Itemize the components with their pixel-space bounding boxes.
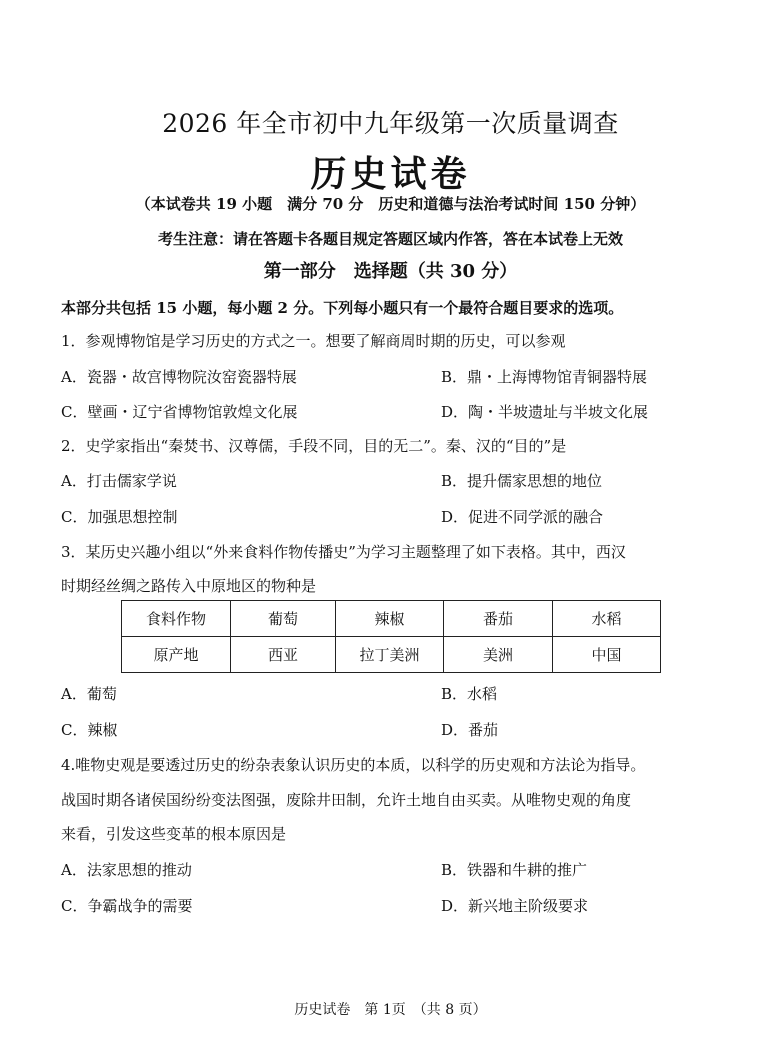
question-3-option-a: A．葡萄 [61,685,117,703]
crop-origin-table [121,600,661,673]
question-2-option-c: C．加强思想控制 [61,508,178,526]
table-cell: 原产地 [122,637,231,673]
exam-info: （本试卷共 19 小题 满分 70 分 历史和道德与法治考试时间 150 分钟） [135,195,646,213]
question-4-stem-line-3: 来看，引发这些变革的根本原因是 [61,825,287,843]
question-3-option-c: C．辣椒 [61,721,118,739]
question-3-stem-line-1: 3．某历史兴趣小组以“外来食料作物传播史”为学习主题整理了如下表格。其中，西汉 [61,543,626,561]
table-cell: 辣椒 [336,601,444,637]
section-title: 第一部分 选择题（共 30 分） [263,261,518,282]
question-3-option-d: D．番茄 [441,721,499,739]
table-row [122,637,661,673]
question-4-stem-line-2: 战国时期各诸侯国纷纷变法图强，废除井田制，允许土地自由买卖。从唯物史观的角度 [61,791,632,809]
question-2-option-d: D．促进不同学派的融合 [441,508,604,526]
question-1-option-c: C．壁画・辽宁省博物馆敦煌文化展 [61,403,298,421]
question-1-option-b: B．鼎・上海博物馆青铜器特展 [441,368,648,386]
question-3-stem-line-2: 时期经丝绸之路传入中原地区的物种是 [61,577,317,595]
table-cell: 中国 [553,637,661,673]
table-cell: 美洲 [444,637,553,673]
question-4-stem-line-1: 4.唯物史观是要透过历史的纷杂表象认识历史的本质，以科学的历史观和方法论为指导。 [61,756,646,774]
table-cell: 拉丁美洲 [336,637,444,673]
question-4-option-b: B．铁器和牛耕的推广 [441,861,588,879]
page-footer: 历史试卷 第 1页 （共 8 页） [294,1002,487,1018]
question-2-option-b: B．提升儒家思想的地位 [441,472,603,490]
table-cell: 西亚 [231,637,336,673]
table-cell: 葡萄 [231,601,336,637]
question-1-stem: 1．参观博物馆是学习历史的方式之一。想要了解商周时期的历史，可以参观 [61,332,566,350]
question-1-option-a: A．瓷器・故宫博物院汝窑瓷器特展 [61,368,297,386]
question-4-option-a: A．法家思想的推动 [61,861,192,879]
table-cell: 番茄 [444,601,553,637]
question-1-option-d: D．陶・半坡遗址与半坡文化展 [441,403,649,421]
table-cell: 水稻 [553,601,661,637]
question-2-option-a: A．打击儒家学说 [61,472,177,490]
candidate-notice: 考生注意：请在答题卡各题目规定答题区域内作答，答在本试卷上无效 [157,230,623,248]
question-4-option-d: D．新兴地主阶级要求 [441,897,589,915]
question-4-option-c: C．争霸战争的需要 [61,897,193,915]
table-row [122,601,661,637]
table-cell: 食料作物 [122,601,231,637]
subject-title: 历史试卷 [310,153,471,195]
question-2-stem: 2．史学家指出“秦焚书、汉尊儒，手段不同，目的无二”。秦、汉的“目的”是 [61,437,567,455]
question-3-option-b: B．水稻 [441,685,498,703]
section-instruction: 本部分共包括 15 小题，每小题 2 分。下列每小题只有一个最符合题目要求的选项。 [61,299,624,317]
exam-title: 2026 年全市初中九年级第一次质量调查 [162,109,619,138]
